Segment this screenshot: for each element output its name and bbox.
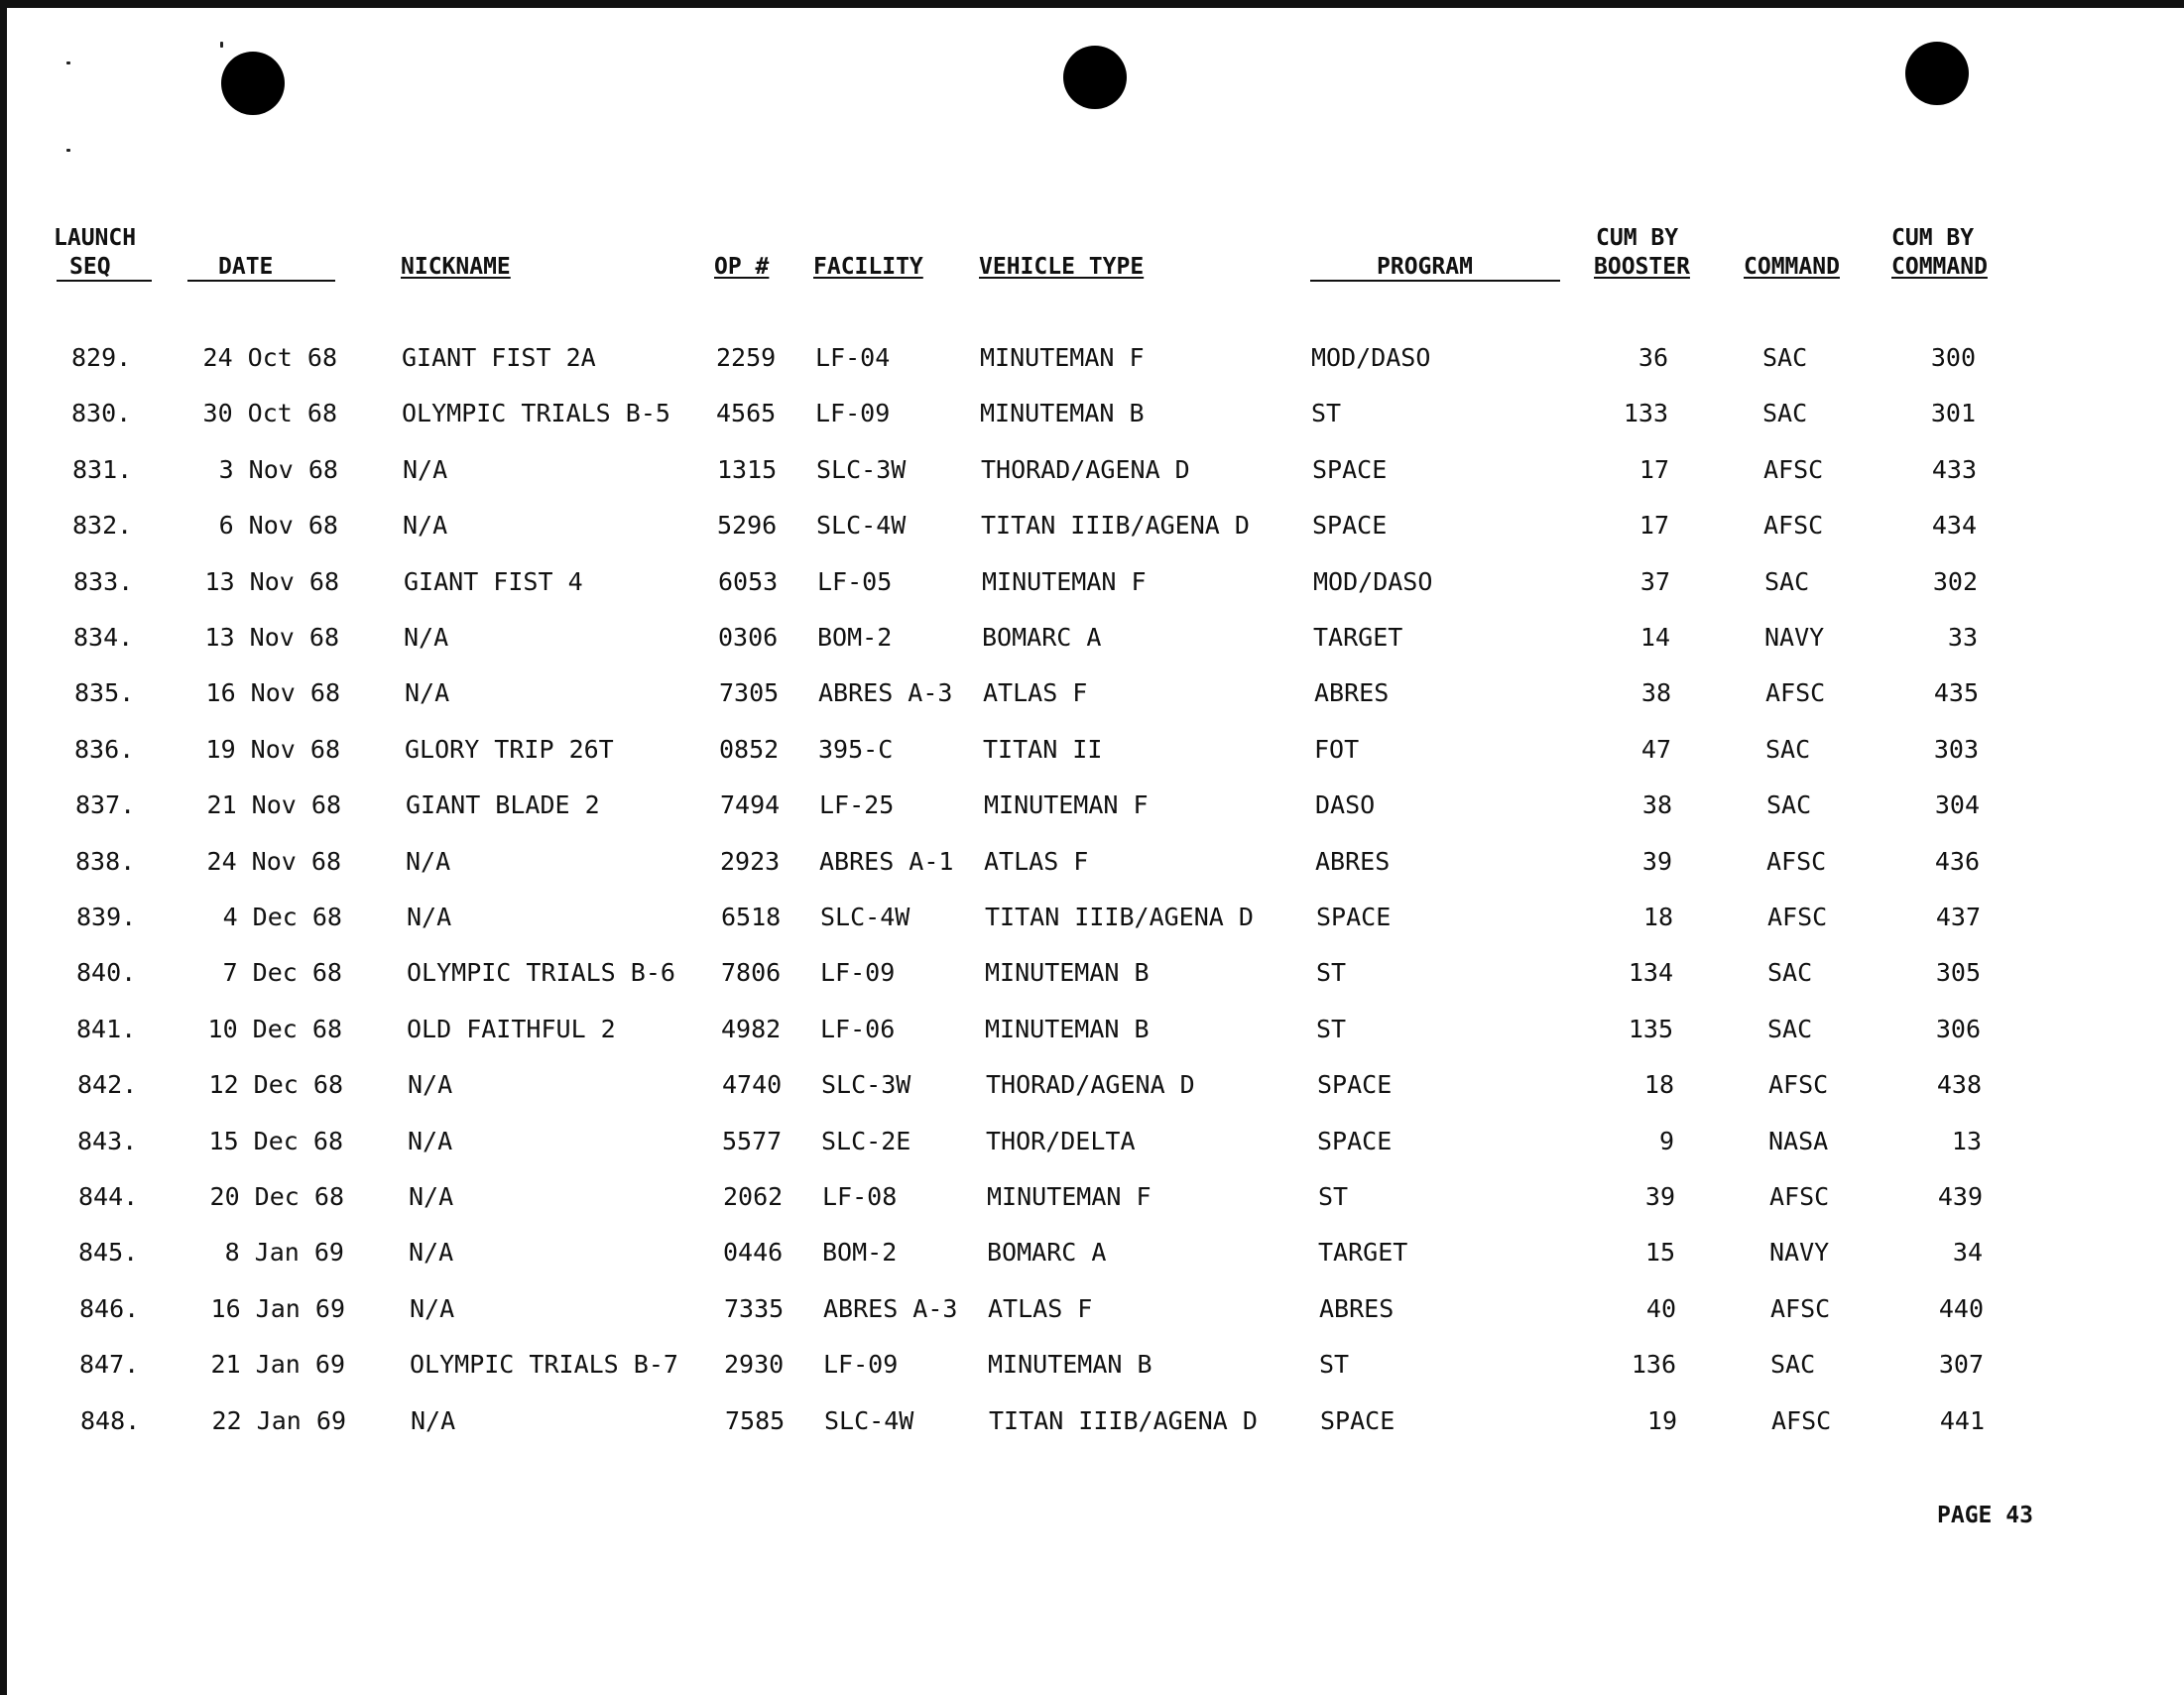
- cell-cum-by-booster: 18: [1643, 1070, 1674, 1099]
- punch-hole-left: [221, 52, 285, 115]
- cell-launch-seq: 830.: [71, 399, 132, 427]
- cell-date: 13 Nov 68: [204, 567, 339, 596]
- punch-hole-right: [1905, 42, 1969, 105]
- cell-facility: LF-08: [822, 1182, 898, 1211]
- page-number: PAGE 43: [1937, 1503, 2033, 1528]
- cell-cum-by-command: 433: [1931, 455, 1977, 484]
- cell-launch-seq: 837.: [75, 790, 136, 819]
- cell-cum-by-command: 307: [1938, 1350, 1984, 1379]
- cell-command: AFSC: [1769, 1182, 1830, 1211]
- cell-command: AFSC: [1767, 903, 1828, 931]
- cell-facility: SLC-4W: [824, 1406, 914, 1435]
- cell-cum-by-command: 439: [1937, 1182, 1983, 1211]
- cell-cum-by-booster: 9: [1658, 1127, 1674, 1155]
- cell-facility: ABRES A-3: [818, 678, 953, 707]
- cell-program: SPACE: [1312, 511, 1388, 540]
- cell-launch-seq: 832.: [72, 511, 133, 540]
- cell-vehicle-type: ATLAS F: [988, 1294, 1093, 1323]
- cell-date: 6 Nov 68: [218, 511, 338, 540]
- cell-command: SAC: [1765, 735, 1811, 764]
- cell-cum-by-booster: 38: [1640, 678, 1671, 707]
- cell-vehicle-type: ATLAS F: [984, 847, 1089, 876]
- cell-op-number: 4740: [722, 1070, 783, 1099]
- cell-cum-by-booster: 133: [1623, 399, 1668, 427]
- header-command: COMMAND: [1744, 254, 1840, 280]
- cell-launch-seq: 847.: [79, 1350, 140, 1379]
- cell-vehicle-type: ATLAS F: [983, 678, 1088, 707]
- cell-program: ABRES: [1319, 1294, 1395, 1323]
- cell-command: AFSC: [1766, 847, 1827, 876]
- cell-cum-by-booster: 14: [1639, 623, 1670, 652]
- cell-cum-by-command: 33: [1947, 623, 1978, 652]
- header-op-number: OP #: [714, 254, 770, 280]
- cell-nickname: N/A: [408, 1070, 453, 1099]
- cell-op-number: 4982: [721, 1015, 782, 1043]
- cell-vehicle-type: MINUTEMAN B: [985, 1015, 1150, 1043]
- cell-command: SAC: [1767, 958, 1813, 987]
- cell-program: ABRES: [1314, 678, 1390, 707]
- header-program-rule: [1310, 280, 1560, 282]
- cell-cum-by-booster: 19: [1646, 1406, 1677, 1435]
- cell-op-number: 6518: [721, 903, 782, 931]
- cell-cum-by-command: 302: [1932, 567, 1978, 596]
- cell-cum-by-booster: 38: [1641, 790, 1672, 819]
- cell-command: SAC: [1770, 1350, 1816, 1379]
- cell-launch-seq: 840.: [76, 958, 137, 987]
- scan-speck: [66, 149, 70, 152]
- header-cum-by-booster: CUM BY BOOSTER: [1594, 225, 1690, 280]
- cell-program: DASO: [1315, 790, 1376, 819]
- cell-launch-seq: 841.: [76, 1015, 137, 1043]
- cell-facility: SLC-2E: [821, 1127, 911, 1155]
- cell-launch-seq: 844.: [78, 1182, 139, 1211]
- cell-nickname: N/A: [403, 455, 448, 484]
- cell-nickname: GIANT FIST 2A: [402, 343, 596, 372]
- cell-cum-by-command: 13: [1951, 1127, 1982, 1155]
- cell-launch-seq: 835.: [74, 678, 135, 707]
- cell-date: 21 Jan 69: [210, 1350, 345, 1379]
- cell-launch-seq: 846.: [79, 1294, 140, 1323]
- cell-nickname: GIANT BLADE 2: [406, 790, 600, 819]
- cell-cum-by-booster: 135: [1628, 1015, 1673, 1043]
- cell-program: TARGET: [1318, 1238, 1408, 1267]
- cell-facility: LF-06: [820, 1015, 896, 1043]
- cell-nickname: N/A: [404, 623, 449, 652]
- cell-launch-seq: 834.: [73, 623, 134, 652]
- cell-nickname: N/A: [409, 1182, 454, 1211]
- cell-op-number: 2062: [723, 1182, 784, 1211]
- cell-nickname: OLYMPIC TRIALS B-7: [410, 1350, 678, 1379]
- cell-vehicle-type: MINUTEMAN F: [984, 790, 1149, 819]
- cell-cum-by-command: 304: [1934, 790, 1980, 819]
- cell-date: 22 Jan 69: [211, 1406, 346, 1435]
- cell-command: AFSC: [1763, 511, 1824, 540]
- cell-op-number: 2923: [720, 847, 781, 876]
- cell-facility: SLC-3W: [816, 455, 907, 484]
- cell-command: NAVY: [1764, 623, 1825, 652]
- cell-op-number: 5577: [722, 1127, 783, 1155]
- cell-launch-seq: 829.: [71, 343, 132, 372]
- cell-command: AFSC: [1763, 455, 1824, 484]
- cell-cum-by-booster: 136: [1631, 1350, 1676, 1379]
- cell-cum-by-command: 438: [1936, 1070, 1982, 1099]
- cell-cum-by-command: 34: [1952, 1238, 1983, 1267]
- cell-facility: LF-09: [815, 399, 891, 427]
- header-date: DATE: [218, 254, 274, 280]
- cell-op-number: 7305: [719, 678, 780, 707]
- cell-op-number: 4565: [716, 399, 777, 427]
- cell-command: NAVY: [1769, 1238, 1830, 1267]
- cell-program: MOD/DASO: [1313, 567, 1433, 596]
- cell-facility: LF-05: [817, 567, 893, 596]
- cell-vehicle-type: TITAN IIIB/AGENA D: [981, 511, 1250, 540]
- cell-date: 16 Jan 69: [210, 1294, 345, 1323]
- cell-launch-seq: 831.: [72, 455, 133, 484]
- scan-speck: [66, 61, 70, 64]
- cell-nickname: N/A: [408, 1127, 453, 1155]
- cell-launch-seq: 845.: [78, 1238, 139, 1267]
- cell-date: 10 Dec 68: [207, 1015, 342, 1043]
- scan-speck: [220, 42, 223, 48]
- cell-program: ST: [1311, 399, 1342, 427]
- cell-date: 30 Oct 68: [202, 399, 337, 427]
- header-facility: FACILITY: [813, 254, 923, 280]
- cell-op-number: 7335: [724, 1294, 785, 1323]
- cell-nickname: N/A: [407, 903, 452, 931]
- cell-date: 24 Oct 68: [202, 343, 337, 372]
- cell-facility: BOM-2: [817, 623, 893, 652]
- cell-launch-seq: 848.: [80, 1406, 141, 1435]
- cell-op-number: 6053: [718, 567, 779, 596]
- cell-cum-by-command: 440: [1938, 1294, 1984, 1323]
- cell-nickname: GIANT FIST 4: [404, 567, 583, 596]
- cell-cum-by-booster: 36: [1638, 343, 1668, 372]
- cell-facility: SLC-4W: [816, 511, 907, 540]
- header-nickname: NICKNAME: [401, 254, 511, 280]
- cell-facility: LF-25: [819, 790, 895, 819]
- cell-facility: BOM-2: [822, 1238, 898, 1267]
- header-launch-seq: LAUNCH SEQ: [54, 225, 137, 280]
- cell-vehicle-type: TITAN IIIB/AGENA D: [989, 1406, 1258, 1435]
- cell-command: SAC: [1764, 567, 1810, 596]
- cell-command: SAC: [1762, 343, 1808, 372]
- cell-command: AFSC: [1770, 1294, 1831, 1323]
- cell-program: FOT: [1314, 735, 1360, 764]
- cell-vehicle-type: THORAD/AGENA D: [986, 1070, 1195, 1099]
- cell-program: SPACE: [1317, 1070, 1393, 1099]
- punch-hole-center: [1063, 46, 1127, 109]
- cell-program: MOD/DASO: [1311, 343, 1431, 372]
- cell-command: NASA: [1768, 1127, 1829, 1155]
- cell-command: SAC: [1767, 1015, 1813, 1043]
- cell-cum-by-booster: 17: [1638, 511, 1669, 540]
- cell-command: AFSC: [1768, 1070, 1829, 1099]
- cell-launch-seq: 843.: [77, 1127, 138, 1155]
- cell-date: 19 Nov 68: [205, 735, 340, 764]
- cell-vehicle-type: MINUTEMAN B: [980, 399, 1145, 427]
- header-vehicle-type: VEHICLE TYPE: [979, 254, 1145, 280]
- cell-command: SAC: [1766, 790, 1812, 819]
- cell-program: SPACE: [1312, 455, 1388, 484]
- cell-vehicle-type: THOR/DELTA: [986, 1127, 1136, 1155]
- cell-facility: 395-C: [818, 735, 894, 764]
- cell-cum-by-command: 434: [1931, 511, 1977, 540]
- cell-op-number: 0852: [719, 735, 780, 764]
- cell-vehicle-type: MINUTEMAN F: [980, 343, 1145, 372]
- cell-vehicle-type: BOMARC A: [982, 623, 1102, 652]
- cell-cum-by-command: 303: [1933, 735, 1979, 764]
- cell-cum-by-booster: 39: [1644, 1182, 1675, 1211]
- cell-cum-by-command: 437: [1935, 903, 1981, 931]
- cell-date: 3 Nov 68: [218, 455, 338, 484]
- cell-nickname: N/A: [406, 847, 451, 876]
- cell-cum-by-booster: 15: [1644, 1238, 1675, 1267]
- page-border-left: [0, 0, 7, 1695]
- cell-op-number: 7494: [720, 790, 781, 819]
- cell-launch-seq: 833.: [73, 567, 134, 596]
- cell-op-number: 7585: [725, 1406, 786, 1435]
- cell-cum-by-booster: 18: [1642, 903, 1673, 931]
- cell-cum-by-command: 306: [1935, 1015, 1981, 1043]
- cell-vehicle-type: THORAD/AGENA D: [981, 455, 1190, 484]
- cell-program: ST: [1316, 1015, 1347, 1043]
- cell-date: 15 Dec 68: [208, 1127, 343, 1155]
- cell-op-number: 1315: [717, 455, 778, 484]
- cell-date: 13 Nov 68: [204, 623, 339, 652]
- cell-date: 4 Dec 68: [222, 903, 342, 931]
- cell-vehicle-type: MINUTEMAN B: [988, 1350, 1153, 1379]
- cell-op-number: 7806: [721, 958, 782, 987]
- cell-vehicle-type: MINUTEMAN F: [987, 1182, 1152, 1211]
- cell-program: ST: [1319, 1350, 1350, 1379]
- cell-date: 8 Jan 69: [224, 1238, 344, 1267]
- cell-nickname: OLYMPIC TRIALS B-5: [402, 399, 670, 427]
- cell-op-number: 0446: [723, 1238, 784, 1267]
- cell-cum-by-booster: 39: [1641, 847, 1672, 876]
- cell-nickname: OLYMPIC TRIALS B-6: [407, 958, 675, 987]
- cell-launch-seq: 839.: [76, 903, 137, 931]
- cell-date: 12 Dec 68: [208, 1070, 343, 1099]
- cell-cum-by-booster: 47: [1640, 735, 1671, 764]
- cell-launch-seq: 838.: [75, 847, 136, 876]
- header-date-rule: [187, 280, 335, 282]
- cell-cum-by-booster: 40: [1645, 1294, 1676, 1323]
- cell-vehicle-type: TITAN IIIB/AGENA D: [985, 903, 1254, 931]
- cell-nickname: N/A: [409, 1238, 454, 1267]
- cell-nickname: OLD FAITHFUL 2: [407, 1015, 616, 1043]
- cell-facility: LF-04: [815, 343, 891, 372]
- cell-launch-seq: 842.: [77, 1070, 138, 1099]
- cell-cum-by-booster: 134: [1628, 958, 1673, 987]
- cell-date: 24 Nov 68: [206, 847, 341, 876]
- cell-program: TARGET: [1313, 623, 1403, 652]
- cell-cum-by-command: 435: [1933, 678, 1979, 707]
- cell-launch-seq: 836.: [74, 735, 135, 764]
- cell-date: 7 Dec 68: [222, 958, 342, 987]
- cell-nickname: GLORY TRIP 26T: [405, 735, 614, 764]
- cell-vehicle-type: BOMARC A: [987, 1238, 1107, 1267]
- cell-facility: LF-09: [820, 958, 896, 987]
- cell-nickname: N/A: [405, 678, 450, 707]
- cell-command: AFSC: [1771, 1406, 1832, 1435]
- cell-cum-by-command: 441: [1939, 1406, 1985, 1435]
- cell-nickname: N/A: [411, 1406, 456, 1435]
- cell-command: AFSC: [1765, 678, 1826, 707]
- cell-program: SPACE: [1316, 903, 1392, 931]
- cell-facility: SLC-4W: [820, 903, 910, 931]
- cell-nickname: N/A: [403, 511, 448, 540]
- page-border-top: [0, 0, 2184, 8]
- cell-cum-by-command: 301: [1930, 399, 1976, 427]
- cell-cum-by-command: 305: [1935, 958, 1981, 987]
- header-cum-by-command: CUM BY COMMAND: [1891, 225, 1988, 280]
- cell-date: 21 Nov 68: [206, 790, 341, 819]
- cell-op-number: 2259: [716, 343, 777, 372]
- cell-facility: ABRES A-3: [823, 1294, 958, 1323]
- header-launch-seq-rule: [57, 280, 152, 282]
- cell-nickname: N/A: [410, 1294, 455, 1323]
- cell-date: 20 Dec 68: [209, 1182, 344, 1211]
- cell-cum-by-command: 436: [1934, 847, 1980, 876]
- cell-vehicle-type: MINUTEMAN B: [985, 958, 1150, 987]
- cell-vehicle-type: TITAN II: [983, 735, 1103, 764]
- cell-facility: SLC-3W: [821, 1070, 911, 1099]
- cell-program: ABRES: [1315, 847, 1391, 876]
- cell-cum-by-booster: 17: [1638, 455, 1669, 484]
- cell-facility: LF-09: [823, 1350, 899, 1379]
- cell-cum-by-command: 300: [1930, 343, 1976, 372]
- cell-op-number: 2930: [724, 1350, 785, 1379]
- cell-op-number: 5296: [717, 511, 778, 540]
- header-program: PROGRAM: [1377, 254, 1473, 280]
- cell-program: ST: [1318, 1182, 1349, 1211]
- cell-command: SAC: [1762, 399, 1808, 427]
- cell-cum-by-booster: 37: [1639, 567, 1670, 596]
- cell-vehicle-type: MINUTEMAN F: [982, 567, 1147, 596]
- cell-program: ST: [1316, 958, 1347, 987]
- cell-program: SPACE: [1317, 1127, 1393, 1155]
- cell-op-number: 0306: [718, 623, 779, 652]
- cell-date: 16 Nov 68: [205, 678, 340, 707]
- cell-facility: ABRES A-1: [819, 847, 954, 876]
- cell-program: SPACE: [1320, 1406, 1395, 1435]
